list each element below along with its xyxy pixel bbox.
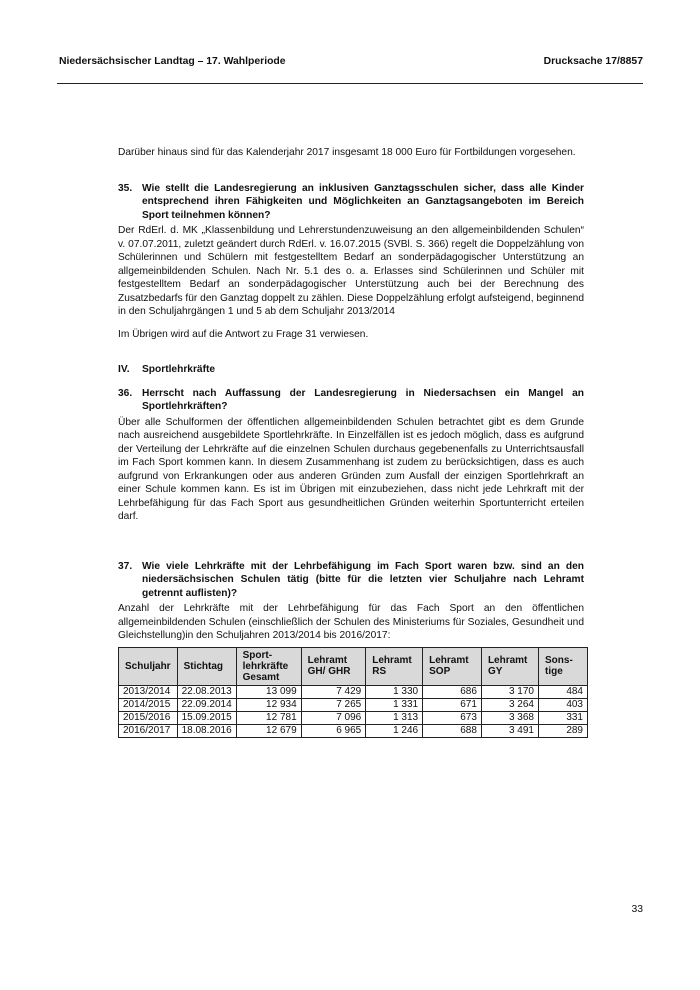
table-cell: 6 965 [301, 724, 366, 737]
table-cell: 688 [423, 724, 482, 737]
table-cell: 1 313 [366, 711, 423, 724]
table-cell: 1 246 [366, 724, 423, 737]
header-right: Drucksache 17/8857 [543, 56, 643, 67]
section-heading [118, 363, 584, 377]
answer-36: Über alle Schulformen der öffentlichen allgemeinbildenden Schulen betrachtet gibt es dem Grunde nach ausreichend ausgebildete Sportlehrkräfte. In Einzelfällen ist es jedoch möglich, dass es aufgrund der Verteilung der Lehrkräfte auf die einzelnen Schulen durchaus gegebenenfalls zu Unterrichtsausfall im Fach Sport kommen kann. In diesem Zusammenhang ist zudem zu berücksichtigen, dass es auch aufgrund von Erkrankungen oder aus anderen Gründen zum Ausfall der einzigen Sportlehrkraft an einer Schule kommen kann. Es ist im Übrigen mit einzubeziehen, dass nicht jede Lehrkraft mit der Lehrbefähigung für das Fach Sport aus gesundheitlichen Gründen weiterhin Sportunterricht erteilen darf. [118, 416, 584, 522]
question-36 [118, 387, 584, 414]
table-cell: 3 264 [481, 698, 538, 711]
table-cell: 331 [539, 711, 588, 724]
table-cell: 7 265 [301, 698, 366, 711]
page-number: 33 [631, 904, 643, 915]
table-row [119, 685, 588, 698]
question-text: Herrscht nach Auffassung der Landesregierung in Niedersachsen ein Mangel an Sportlehrkräften? [142, 387, 584, 412]
table-header-row [119, 647, 588, 685]
table-cell: 1 331 [366, 698, 423, 711]
table-cell: 18.08.2016 [177, 724, 236, 737]
table-cell: 2015/2016 [119, 711, 178, 724]
question-37 [118, 560, 584, 601]
column-header: Stichtag [177, 647, 236, 685]
table-cell: 12 679 [236, 724, 301, 737]
table-cell: 12 934 [236, 698, 301, 711]
table-cell: 671 [423, 698, 482, 711]
table-cell: 12 781 [236, 711, 301, 724]
section-title: Sportlehrkräfte [142, 364, 216, 375]
table-cell: 2014/2015 [119, 698, 178, 711]
table-cell: 7 096 [301, 711, 366, 724]
question-number: 37. [118, 560, 133, 572]
table-cell: 22.09.2014 [177, 698, 236, 711]
table-cell: 403 [539, 698, 588, 711]
page-content [118, 146, 584, 738]
question-number: 36. [118, 387, 133, 399]
table-cell: 484 [539, 685, 588, 698]
table-row [119, 698, 588, 711]
column-header: Lehramt RS [366, 647, 423, 685]
table-cell: 3 170 [481, 685, 538, 698]
table-cell: 686 [423, 685, 482, 698]
answer-35-reference: Im Übrigen wird auf die Antwort zu Frage 31 verwiesen. [118, 328, 369, 340]
column-header: Schuljahr [119, 647, 178, 685]
table-cell: 13 099 [236, 685, 301, 698]
table-cell: 3 368 [481, 711, 538, 724]
table-cell: 3 491 [481, 724, 538, 737]
table-row [119, 724, 588, 737]
table-cell: 15.09.2015 [177, 711, 236, 724]
table-cell: 7 429 [301, 685, 366, 698]
answer-37: Anzahl der Lehrkräfte mit der Lehrbefähigung für das Fach Sport an den öffentlichen allgemeinbildenden Schulen (einschließlich der Schulen des Ministeriums für Soziales, Gesundheit und Gleichstellung)in den Schuljahren 2013/2014 bis 2016/2017: [118, 603, 584, 641]
column-header: Sons-tige [539, 647, 588, 685]
header-rule [57, 83, 643, 84]
table-cell: 22.08.2013 [177, 685, 236, 698]
sport-teachers-table [118, 647, 588, 738]
section-number: IV. [118, 364, 130, 375]
column-header: Lehramt GY [481, 647, 538, 685]
intro-paragraph: Darüber hinaus sind für das Kalenderjahr 2017 insgesamt 18 000 Euro für Fortbildungen vorgesehen. [118, 147, 576, 158]
question-text: Wie stellt die Landesregierung an inklusiven Ganztagsschulen sicher, dass alle Kinder entsprechend ihren Fähigkeiten und Möglichkeiten an Ganztagsangeboten im Bereich Sport teilnehmen können? [142, 182, 584, 221]
table-cell: 1 330 [366, 685, 423, 698]
page-header [59, 56, 643, 67]
question-number: 35. [118, 182, 133, 194]
answer-35: Der RdErl. d. MK „Klassenbildung und Lehrerstundenzuweisung an den allgemeinbildenden Schulen“ v. 07.07.2011, zuletzt geändert durch RdErl. v. 16.07.2015 (SVBl. S. 366) regelt die Doppelzählung von Schülerinnen und Schülern mit festgestelltem Bedarf an sonderpädagogischer Unterstützung an allgemeinbildenden Schulen. Nach Nr. 5.1 des o. a. Erlasses sind Schülerinnen und Schüler mit festgestelltem Bedarf an sonderpädagogischer Unterstützung auch bei der Berechnung des Zusatzbedarfs für den Ganztag doppelt zu zählen. Diese Doppelzählung erfolgt aufsteigend, beginnend in den Schuljahrgängen 1 und 5 ab dem Schuljahr 2013/2014 [118, 225, 584, 317]
column-header: Lehramt SOP [423, 647, 482, 685]
table-cell: 2013/2014 [119, 685, 178, 698]
table-cell: 2016/2017 [119, 724, 178, 737]
column-header: Sport-lehrkräfte Gesamt [236, 647, 301, 685]
question-text: Wie viele Lehrkräfte mit der Lehrbefähigung im Fach Sport waren bzw. sind an den niedersächsischen Schulen tätig (bitte für die letzten vier Schuljahre nach Lehramt getrennt auflisten)? [142, 560, 584, 599]
header-left: Niedersächsischer Landtag – 17. Wahlperiode [59, 56, 286, 67]
column-header: Lehramt GH/ GHR [301, 647, 366, 685]
table-row [119, 711, 588, 724]
table-cell: 673 [423, 711, 482, 724]
question-35 [118, 182, 584, 223]
table-cell: 289 [539, 724, 588, 737]
